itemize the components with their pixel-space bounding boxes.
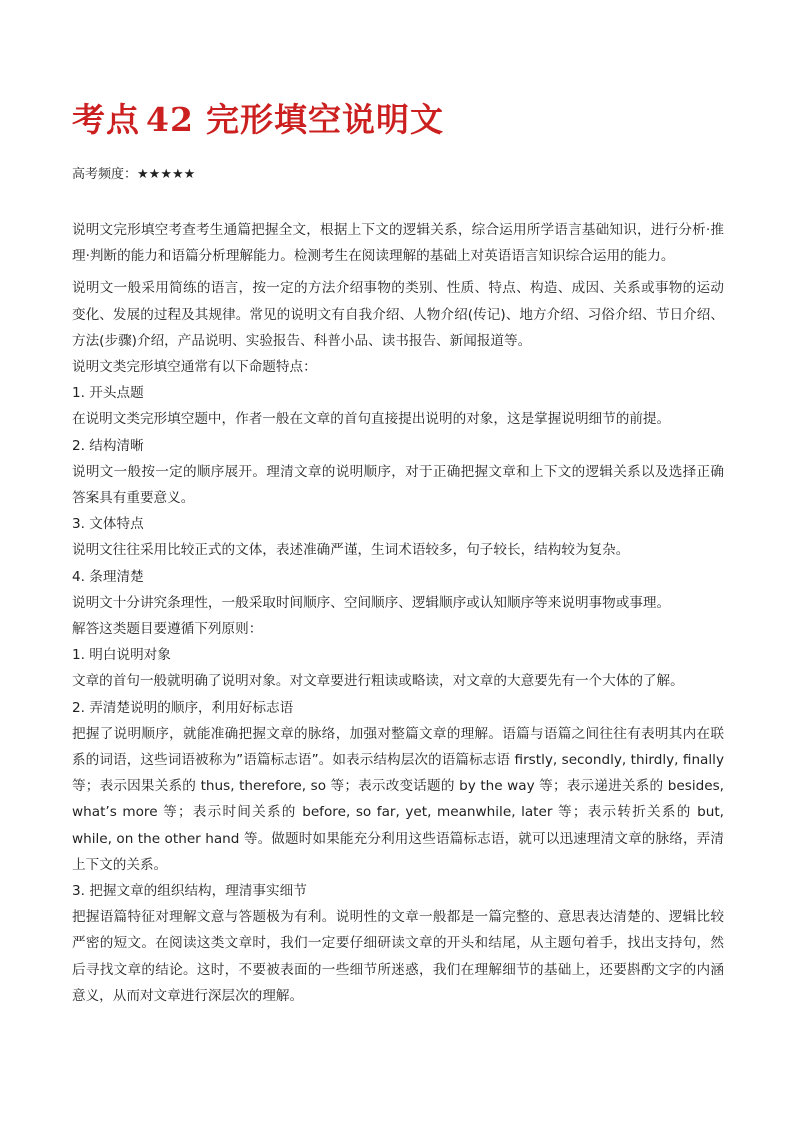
principle-heading: 3. 把握文章的组织结构，理清事实细节 (72, 883, 307, 900)
feature-heading: 4. 条理清楚 (72, 568, 144, 585)
page-title (72, 100, 444, 140)
title-number: 42 (146, 100, 194, 139)
feature-heading: 1. 开头点题 (72, 385, 144, 402)
frequency-rating (72, 165, 195, 185)
principle-body: 把握语篇特征对理解文意与答题极为有利。说明性的文章一般都是一篇完整的、意思表达清楚的、逻辑比较严密的短文。在阅读这类文章时，我们一定要仔细研读文章的开头和结尾，从主题句着手，找出支持句，然后寻找文章的结论。这时，不要被表面的一些细节所迷惑，我们在理解细节的基础上，还要斟酌文字的内涵意义，从而对文章进行深层次的理解。 (72, 909, 724, 1004)
principle-body: 把握了说明顺序，就能准确把握文章的脉络，加强对整篇文章的理解。语篇与语篇之间往往有表明其内在联系的词语，这些词语被称为”语篇标志语”。如表示结构层次的语篇标志语 firstly, secondly, thirdly, finally 等；表示因果关系的 thus, therefore, so 等；表示改变话题的 by the way 等；表示递进关系的 besides, what’s more 等；表示时间关系的 before, so far, yet, meanwhile, later 等；表示转折关系的 but, while, on the other hand 等。做题时如果能充分利用这些语篇标志语，就可以迅速理清文章的脉络，弄清上下文的关系。 (72, 725, 724, 873)
feature-body: 说明文一般按一定的顺序展开。理清文章的说明顺序，对于正确把握文章和上下文的逻辑关系以及选择正确答案具有重要意义。 (72, 463, 724, 507)
principle-heading: 2. 弄清楚说明的顺序，利用好标志语 (72, 699, 294, 716)
title-prefix: 考点 (72, 100, 140, 139)
principle-heading: 1. 明白说明对象 (72, 647, 171, 664)
feature-body: 说明文往往采用比较正式的文体，表述准确严谨，生词术语较多，句子较长，结构较为复杂。 (72, 542, 630, 559)
principles-intro: 解答这类题目要遵循下列原则： (72, 621, 263, 638)
frequency-label: 高考频度： (72, 167, 138, 182)
feature-body: 说明文十分讲究条理性，一般采取时间顺序、空间顺序、逻辑顺序或认知顺序等来说明事物或事理。 (72, 594, 671, 611)
intro-paragraph: 说明文完形填空考查考生通篇把握全文，根据上下文的逻辑关系，综合运用所学语言基础知识，进行分析·推理·判断的能力和语篇分析理解能力。检测考生在阅读理解的基础上对英语语言知识综合运用的能力。 (72, 222, 724, 265)
frequency-stars: ★★★★★ (137, 167, 196, 182)
title-text: 完形填空说明文 (205, 100, 444, 139)
document-body (72, 217, 724, 1009)
feature-heading: 2. 结构清晰 (72, 437, 144, 454)
general-paragraph: 说明文一般采用简练的语言，按一定的方法介绍事物的类别、性质、特点、构造、成因、关系或事物的运动变化、发展的过程及其规律。常见的说明文有自我介绍、人物介绍(传记)、地方介绍、习俗介绍、节日介绍、方法(步骤)介绍，产品说明、实验报告、科普小品、读书报告、新闻报道等。 (72, 280, 724, 349)
feature-heading: 3. 文体特点 (72, 516, 144, 533)
principle-body: 文章的首句一般就明确了说明对象。对文章要进行粗读或略读，对文章的大意要先有一个大体的了解。 (72, 673, 684, 690)
features-intro: 说明文类完形填空通常有以下命题特点： (72, 359, 317, 376)
feature-body: 在说明文类完形填空题中，作者一般在文章的首句直接提出说明的对象，这是掌握说明细节的前提。 (72, 411, 671, 428)
